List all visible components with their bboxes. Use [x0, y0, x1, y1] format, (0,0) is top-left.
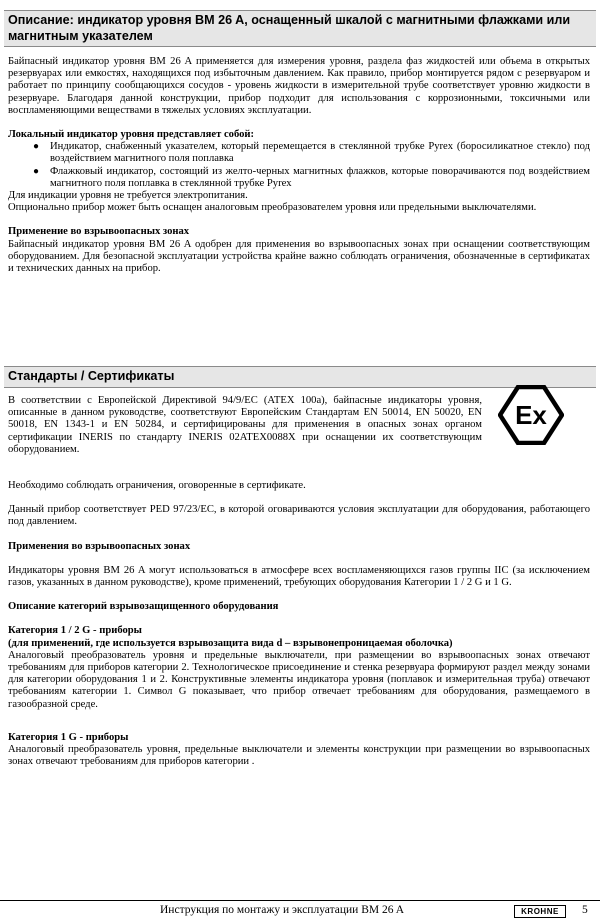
- category-1g-heading: Категория 1 G - приборы: [8, 731, 129, 743]
- standards-intro-block: [8, 395, 482, 456]
- footer-title: Инструкция по монтажу и эксплуатации BM 26 A: [160, 904, 405, 916]
- standards-block: [8, 480, 590, 768]
- hazardous-use-heading: Применения во взрывоопасных зонах: [8, 540, 191, 552]
- no-power-note: Для индикации уровня не требуется электропитания.: [8, 190, 248, 202]
- bullet-icon: ●: [33, 165, 40, 177]
- ex-zone-heading: Применение во взрывоопасных зонах: [8, 226, 190, 238]
- bullet-icon: ●: [33, 141, 40, 153]
- atex-paragraph: В соответствии с Европейской Директивой 94/9/EC (ATEX 100a), байпасные индикаторы уровня, описанные в данном руководстве, соответствуют Европейским Стандартам EN 50014, EN 50020, EN 50018, EN 1343-1 и EN 50284, и сертифицированы для применения в опасных зонах органом сертификации INERIS по стандарту INERIS 02ATEX0088X при оснащении их соответствующим оборудованием.: [8, 395, 482, 455]
- local-indicator-heading: Локальный индикатор уровня представляет собой:: [8, 129, 255, 141]
- list-item: ● Индикатор, снабженный указателем, который перемещается в стеклянной трубке Pyrex (боросиликатное стекло) под воздействием магнитного поля поплавка: [33, 141, 590, 165]
- page-number: 5: [582, 904, 588, 916]
- krohne-logo: KROHNE: [514, 905, 566, 918]
- ped-paragraph: Данный прибор соответствует PED 97/23/EC, в которой оговариваются условия эксплуатации для оборудования, работающего под давлением.: [8, 504, 590, 528]
- gas-group-paragraph: Индикаторы уровня BM 26 A могут использоваться в атмосфере всех воспламеняющихся газов группы IIC (за исключением газов, указанных в данном руководстве), кроме применений, требующих оборудования Категории 1 / 2 G и 1 G.: [8, 564, 590, 589]
- description-block: [8, 56, 590, 275]
- footer-divider: [0, 900, 600, 901]
- category-description-heading: Описание категорий взрывозащищенного оборудования: [8, 601, 279, 613]
- list-item: ● Флажковый индикатор, состоящий из желто-черных магнитных флажков, которые поворачиваются под воздействием магнитного поля поплавка в стеклянной трубке Pyrex: [33, 165, 590, 189]
- section-title-standards: Стандарты / Сертификаты: [4, 366, 596, 388]
- certificate-limits-paragraph: Необходимо соблюдать ограничения, оговоренные в сертификате.: [8, 480, 306, 491]
- ex-zone-paragraph: Байпасный индикатор уровня BM 26 A одобрен для применения во взрывоопасных зонах при оснащении соответствующим оборудованием. Для безопасной эксплуатации устройства крайне важно соблюдать ограничения, обозначенные в сертификатах и технических данных на прибор.: [8, 238, 590, 275]
- svg-text:Ex: Ex: [515, 400, 547, 430]
- option-note: Опционально прибор может быть оснащен аналоговым преобразователем уровня или предельными выключателями.: [8, 202, 537, 214]
- category-1g-paragraph: Аналоговый преобразователь уровня, предельные выключатели и элементы конструкции при размещении во взрывоопасных зонах отвечают требованиям для приборов категории .: [8, 744, 590, 768]
- ex-explosion-protection-icon: [498, 385, 564, 445]
- indicator-type-list: [8, 141, 590, 190]
- category-1-2g-heading: Категория 1 / 2 G - приборы: [8, 625, 142, 637]
- section-title-description: Описание: индикатор уровня BM 26 A, оснащенный шкалой с магнитными флажками или магнитным указателем: [4, 10, 596, 47]
- intro-paragraph: Байпасный индикатор уровня BM 26 A применяется для измерения уровня, раздела фаз жидкостей или объема в открытых резервуарах или емкостях, находящихся под избыточным давлением. Как правило, прибор монтируется рядом с резервуаром и работает по принципу сообщающихся сосудов - уровень жидкости в измерительной трубе соответствует уровню жидкости в резервуаре. Благодаря данной конструкции, прибор подходит для использования с коррозионными, токсичными или воспламеняющими веществами в тяжелых условиях эксплуатации.: [8, 56, 590, 116]
- category-1-2g-subheading: (для применений, где используется взрывозащита вида d – взрывонепроницаемая оболочка): [8, 637, 453, 649]
- category-1-2g-paragraph: Аналоговый преобразователь уровня и предельные выключатели, при размещении во взрывоопасных зонах отвечают требованиям для приборов категории 2. Технологическое присоединение и стенка резервуара формируют раздел между зонами для категории оборудования 1 и 2. Конструктивные элементы индикатора уровня (поплавок и измерительная труба) отвечают требованиям категории 1. Символ G показывает, что прибор отвечает требованиям для оборудования, размещаемого в газообразной среде.: [8, 649, 590, 710]
